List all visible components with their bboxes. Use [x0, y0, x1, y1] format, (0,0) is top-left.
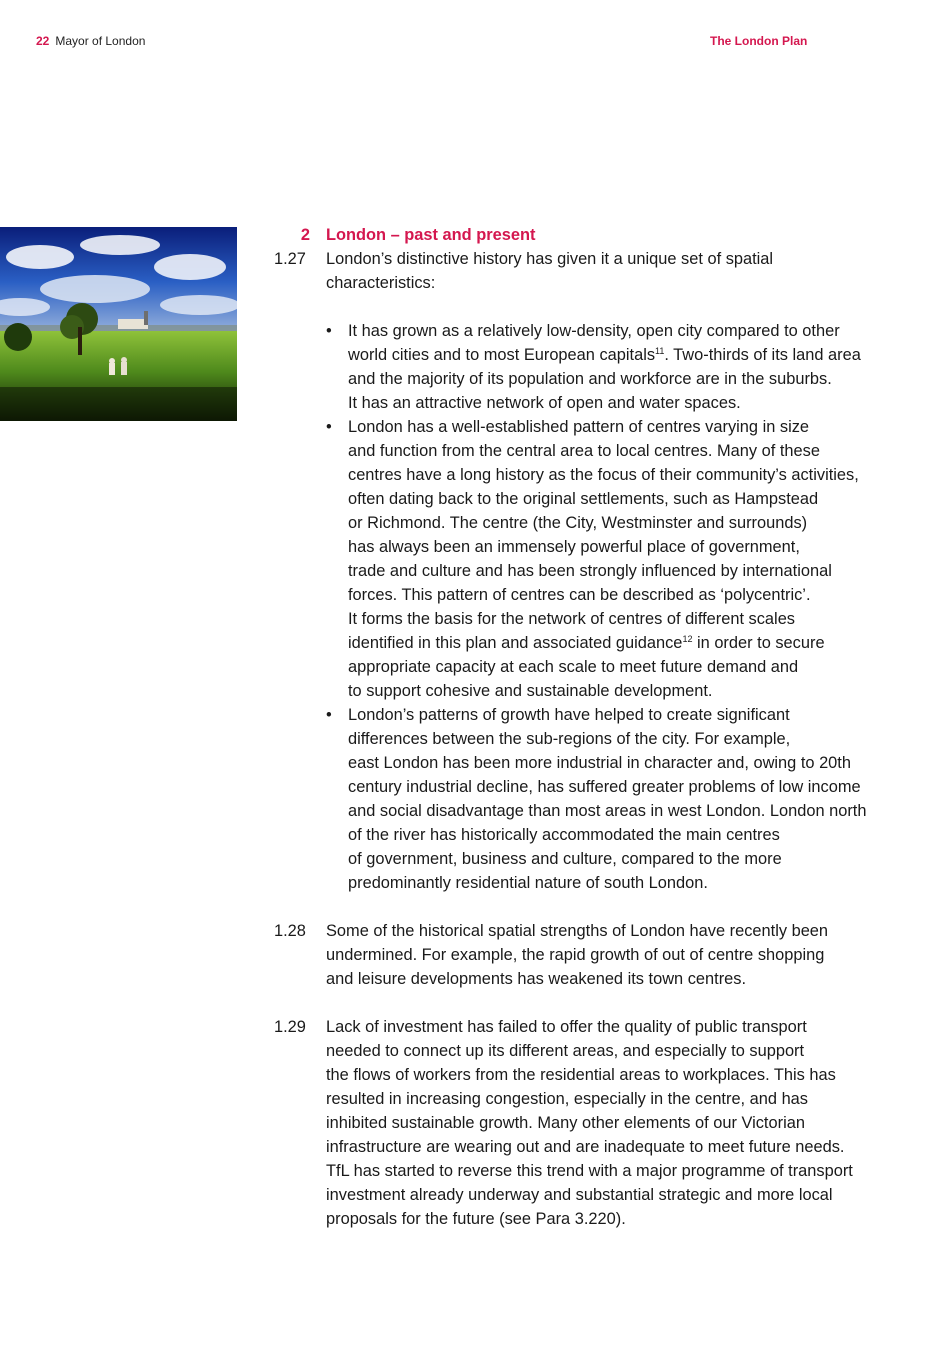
paragraph-number: 1.27 — [274, 250, 306, 268]
publisher-name: Mayor of London — [55, 34, 146, 48]
paragraph-line: TfL has started to reverse this trend with a major programme of transport — [326, 1162, 853, 1180]
paragraph-line: proposals for the future (see Para 3.220). — [326, 1210, 626, 1228]
list-item — [326, 319, 910, 415]
paragraph-number: 1.28 — [274, 922, 306, 940]
bullet-line: or Richmond. The centre (the City, Westminster and surrounds) — [348, 514, 808, 532]
bullet-line: predominantly residential nature of south London. — [348, 874, 708, 892]
paragraph-line: Some of the historical spatial strengths of London have recently been — [326, 922, 829, 940]
paragraph-1-27 — [270, 247, 910, 895]
bullet-line — [348, 343, 910, 367]
page-number: 22 — [36, 34, 50, 48]
bullet-line: and the majority of its population and workforce are in the suburbs. — [348, 370, 832, 388]
bullet-line: differences between the sub-regions of the city. For example, — [348, 730, 791, 748]
bullet-line: It has an attractive network of open and water spaces. — [348, 394, 741, 412]
bullet-line: It has grown as a relatively low-density, open city compared to other — [348, 322, 840, 340]
paragraph-line: investment already underway and substantial strategic and more local — [326, 1186, 833, 1204]
footnote-ref-11: 11 — [655, 346, 665, 356]
list-item — [326, 703, 910, 895]
running-header-left — [36, 34, 145, 49]
bullet-line: appropriate capacity at each scale to meet future demand and — [348, 658, 799, 676]
paragraph-line: inhibited sustainable growth. Many other elements of our Victorian — [326, 1114, 805, 1132]
bullet-line: to support cohesive and sustainable development. — [348, 682, 713, 700]
bullet-line: London’s patterns of growth have helped to create significant — [348, 706, 790, 724]
bullet-line — [348, 631, 910, 655]
bullet-line: It forms the basis for the network of centres of different scales — [348, 610, 796, 628]
paragraph-line: the flows of workers from the residential areas to workplaces. This has — [326, 1066, 836, 1084]
bullet-line: has always been an immensely powerful place of government, — [348, 538, 800, 556]
bullet-list — [326, 319, 910, 895]
paragraph-1-28 — [270, 919, 910, 991]
document-title: The London Plan — [710, 34, 808, 48]
text-run: . Two-thirds of its land area — [664, 346, 861, 364]
bullet-line: and social disadvantage than most areas in west London. London north — [348, 802, 867, 820]
paragraph-line: Lack of investment has failed to offer the quality of public transport — [326, 1018, 807, 1036]
bullet-icon: • — [326, 322, 332, 340]
bullet-icon: • — [326, 418, 332, 436]
paragraph-line: needed to connect up its different areas, and especially to support — [326, 1042, 805, 1060]
paragraph-number: 1.29 — [274, 1018, 306, 1036]
bullet-line: east London has been more industrial in character and, owing to 20th — [348, 754, 851, 772]
paragraph-line: London’s distinctive history has given it a unique set of spatial — [326, 250, 774, 268]
paragraph-line: undermined. For example, the rapid growth of out of centre shopping — [326, 946, 825, 964]
text-run: world cities and to most European capitals — [348, 346, 656, 364]
london-park-landscape-photo — [0, 227, 237, 421]
section-title: London – past and present — [326, 226, 536, 244]
bullet-line: of government, business and culture, compared to the more — [348, 850, 782, 868]
bullet-line: centres have a long history as the focus of their community’s activities, — [348, 466, 859, 484]
bullet-line: century industrial decline, has suffered greater problems of low income — [348, 778, 861, 796]
paragraph-1-29 — [270, 1015, 910, 1231]
text-run: in order to secure — [692, 634, 825, 652]
bullet-line: forces. This pattern of centres can be described as ‘polycentric’. — [348, 586, 811, 604]
section-number: 2 — [300, 226, 310, 244]
bullet-line: of the river has historically accommodated the main centres — [348, 826, 780, 844]
bullet-line: London has a well-established pattern of centres varying in size — [348, 418, 810, 436]
footnote-ref-12: 12 — [682, 634, 693, 644]
paragraph-line: and leisure developments has weakened its town centres. — [326, 970, 747, 988]
text-run: identified in this plan and associated guidance — [348, 634, 683, 652]
bullet-icon: • — [326, 706, 332, 724]
paragraph-line: characteristics: — [326, 274, 436, 292]
bullet-line: often dating back to the original settlements, such as Hampstead — [348, 490, 819, 508]
paragraph-line: resulted in increasing congestion, especially in the centre, and has — [326, 1090, 808, 1108]
bullet-line: and function from the central area to local centres. Many of these — [348, 442, 820, 460]
list-item — [326, 415, 910, 703]
bullet-line: trade and culture and has been strongly influenced by international — [348, 562, 832, 580]
section-heading — [270, 223, 910, 247]
paragraph-line: infrastructure are wearing out and are inadequate to meet future needs. — [326, 1138, 845, 1156]
